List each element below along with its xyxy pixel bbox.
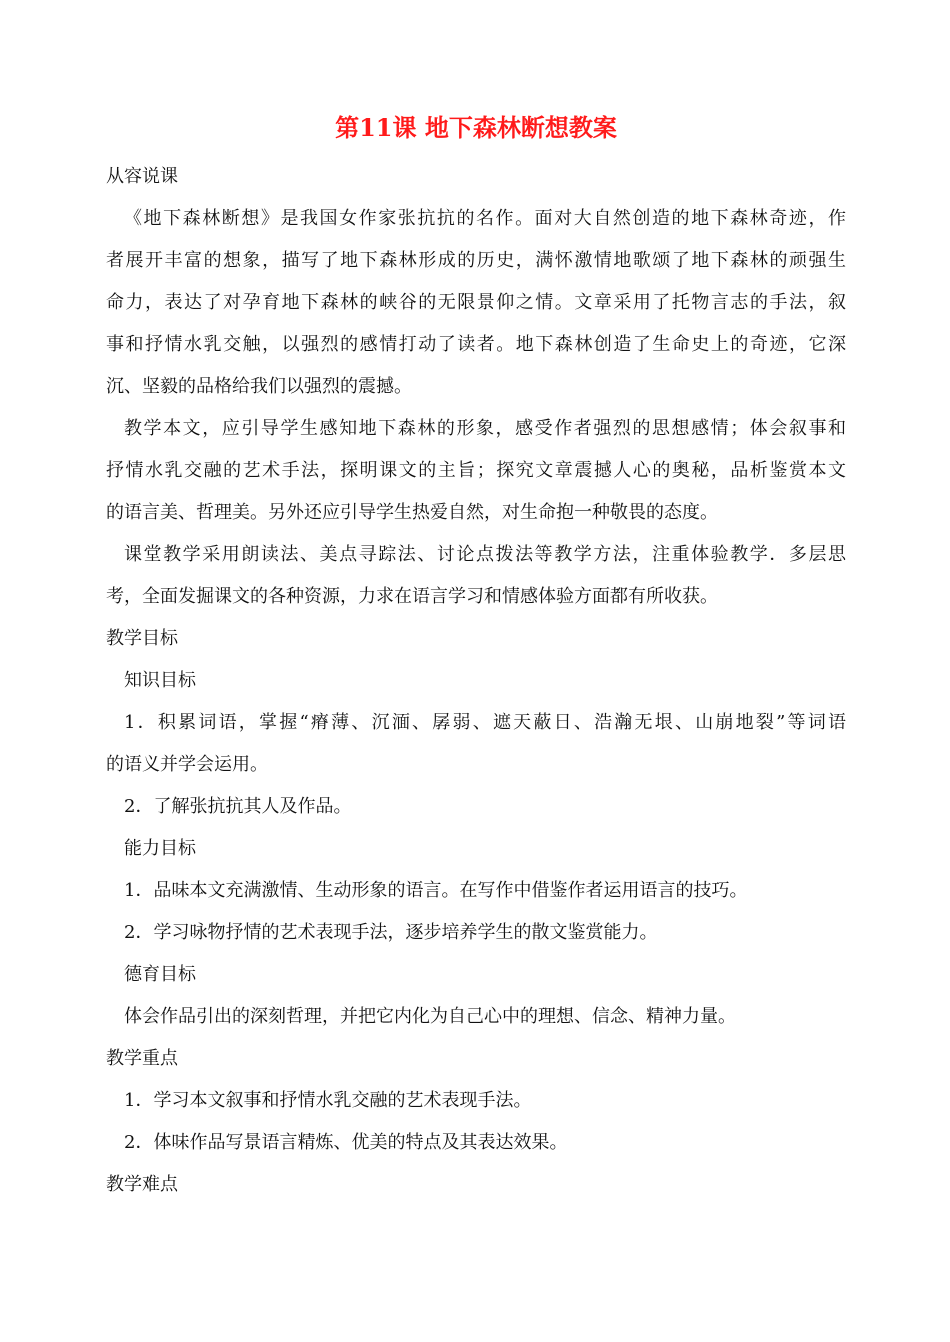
section-heading-difficulties: 教学难点 <box>106 1174 178 1195</box>
paragraph-line: 考，全面发掘课文的各种资源，力求在语言学习和情感体验方面都有所收获。 <box>106 586 718 607</box>
section-heading-key-points: 教学重点 <box>106 1048 178 1069</box>
section-heading-intro: 从容说课 <box>106 166 178 187</box>
knowledge-item-2: 2．了解张抗抗其人及作品。 <box>124 796 352 817</box>
paragraph-line: 的语义并学会运用。 <box>106 754 268 775</box>
paragraph-line: 的语言美、哲理美。另外还应引导学生热爱自然，对生命抱一种敬畏的态度。 <box>106 502 718 523</box>
key-point-item-2: 2．体味作品写景语言精炼、优美的特点及其表达效果。 <box>124 1132 568 1153</box>
paragraph-intro-2 <box>106 408 846 534</box>
paragraph-intro-1 <box>106 198 846 408</box>
subheading-moral: 德育目标 <box>124 964 196 985</box>
paragraph-line: 教学本文，应引导学生感知地下森林的形象，感受作者强烈的思想感情；体会叙事和 <box>124 418 846 439</box>
paragraph-line: 课堂教学采用朗读法、美点寻踪法、讨论点拨法等教学方法，注重体验教学．多层思 <box>124 544 846 565</box>
paragraph-intro-3 <box>106 534 846 618</box>
knowledge-item-1 <box>106 702 846 786</box>
paragraph-line: 1．积累词语，掌握“瘠薄、沉湎、孱弱、遮天蔽日、浩瀚无垠、山崩地裂”等词语 <box>124 712 846 733</box>
ability-item-1: 1．品味本文充满激情、生动形象的语言。在写作中借鉴作者运用语言的技巧。 <box>124 880 748 901</box>
moral-item-1: 体会作品引出的深刻哲理，并把它内化为自己心中的理想、信念、精神力量。 <box>124 1006 736 1027</box>
key-point-item-1: 1．学习本文叙事和抒情水乳交融的艺术表现手法。 <box>124 1090 532 1111</box>
subheading-knowledge: 知识目标 <box>124 670 196 691</box>
paragraph-line: 抒情水乳交融的艺术手法，探明课文的主旨；探究文章震撼人心的奥秘，品析鉴赏本文 <box>106 460 846 481</box>
section-heading-goals: 教学目标 <box>106 628 178 649</box>
subheading-ability: 能力目标 <box>124 838 196 859</box>
paragraph-line: 命力，表达了对孕育地下森林的峡谷的无限景仰之情。文章采用了托物言志的手法，叙 <box>106 292 846 313</box>
paragraph-line: 者展开丰富的想象，描写了地下森林形成的历史，满怀激情地歌颂了地下森林的顽强生 <box>106 250 846 271</box>
document-page <box>106 100 846 1206</box>
paragraph-line: 沉、坚毅的品格给我们以强烈的震撼。 <box>106 376 412 397</box>
ability-item-2: 2．学习咏物抒情的艺术表现手法，逐步培养学生的散文鉴赏能力。 <box>124 922 658 943</box>
paragraph-line: 《地下森林断想》是我国女作家张抗抗的名作。面对大自然创造的地下森林奇迹，作 <box>124 208 846 229</box>
document-title: 第11课 地下森林断想教案 <box>335 113 617 142</box>
paragraph-line: 事和抒情水乳交触，以强烈的感情打动了读者。地下森林创造了生命史上的奇迹，它深 <box>106 334 846 355</box>
